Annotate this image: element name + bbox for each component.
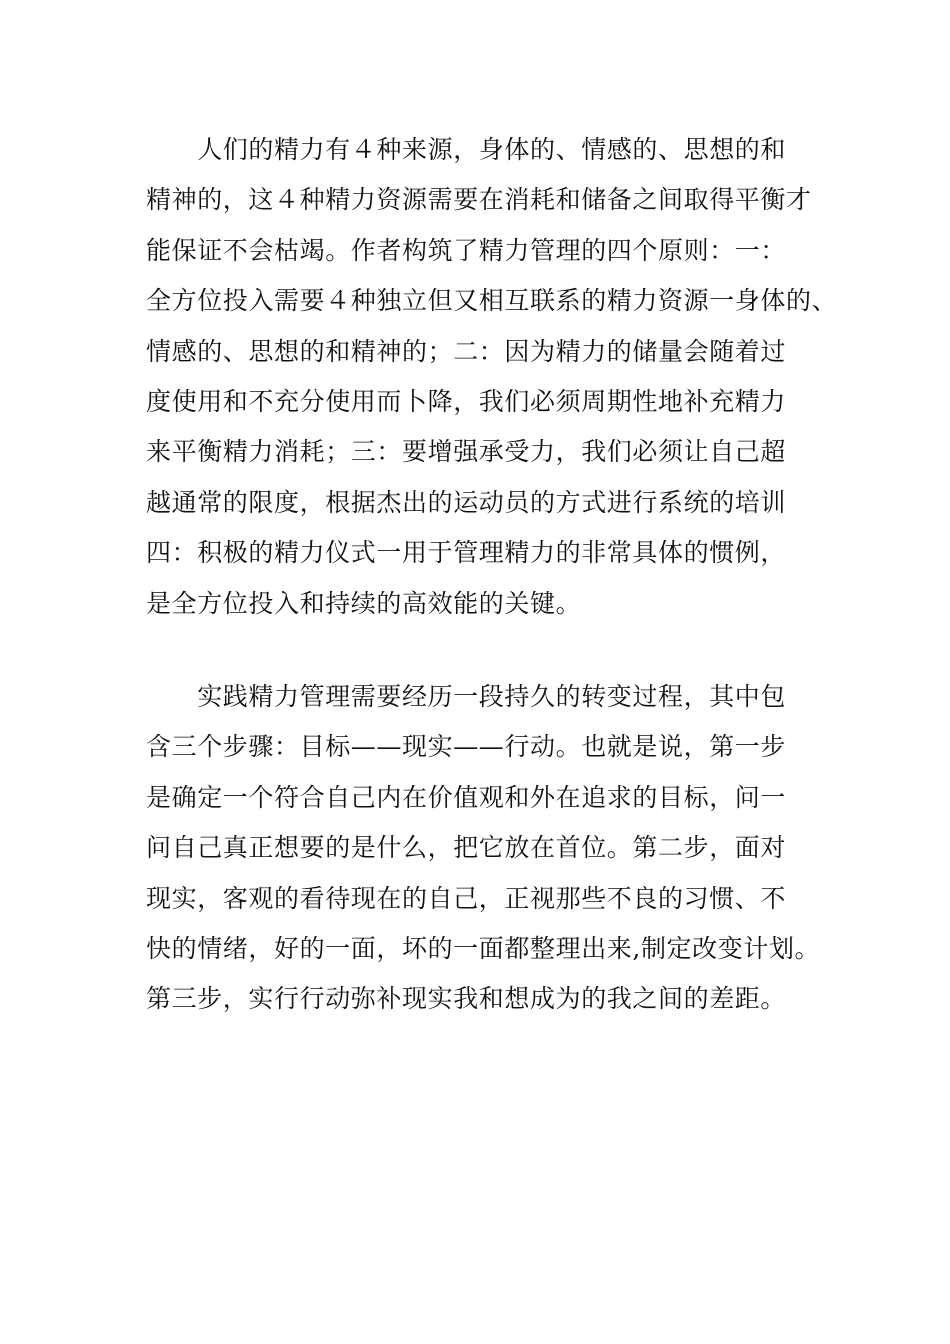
text-line: 问自己真正想要的是什么，把它放在首位。第二步，面对 — [146, 833, 787, 863]
text-line: 含三个步骤：目标——现实——行动。也就是说，第一步 — [146, 732, 787, 762]
text-line: 现实，客观的看待现在的自己，正视那些不良的习惯、不 — [146, 883, 787, 913]
text-line: 度使用和不充分使用而卜降，我们必须周期性地补充精力 — [146, 386, 787, 416]
text-line: 快的情绪，好的一面，坏的一面都整理出来,制定改变计划。 — [146, 933, 821, 963]
text-line: 能保证不会枯竭。作者构筑了精力管理的四个原则：一： — [146, 235, 787, 265]
text-line: 是确定一个符合自己内在价值观和外在追求的目标，问一 — [146, 782, 787, 812]
text-line: 情感的、思想的和精神的；二：因为精力的储量会随着过 — [146, 336, 787, 366]
paragraph-practice-steps — [146, 672, 846, 1025]
text-line: 全方位投入需要４种独立但又相互联系的精力资源一身体的、 — [146, 286, 838, 316]
text-line: 第三步，实行行动弥补现实我和想成为的我之间的差距。 — [146, 984, 787, 1014]
text-line: 人们的精力有４种来源，身体的、情感的、思想的和 — [146, 135, 787, 164]
text-line: 四：积极的精力仪式一用于管理精力的非常具体的惯例， — [146, 538, 787, 568]
paragraph-energy-sources — [146, 125, 846, 629]
text-line: 实践精力管理需要经历一段持久的转变过程，其中包 — [146, 682, 787, 711]
text-line: 是全方位投入和持续的高效能的关键。 — [146, 588, 582, 618]
text-line: 越通常的限度，根据杰出的运动员的方式进行系统的培训 — [146, 487, 787, 517]
text-line: 来平衡精力消耗；三：要增强承受力，我们必须让自己超 — [146, 437, 787, 467]
text-line: 精神的，这４种精力资源需要在消耗和储备之间取得平衡才 — [146, 185, 812, 215]
